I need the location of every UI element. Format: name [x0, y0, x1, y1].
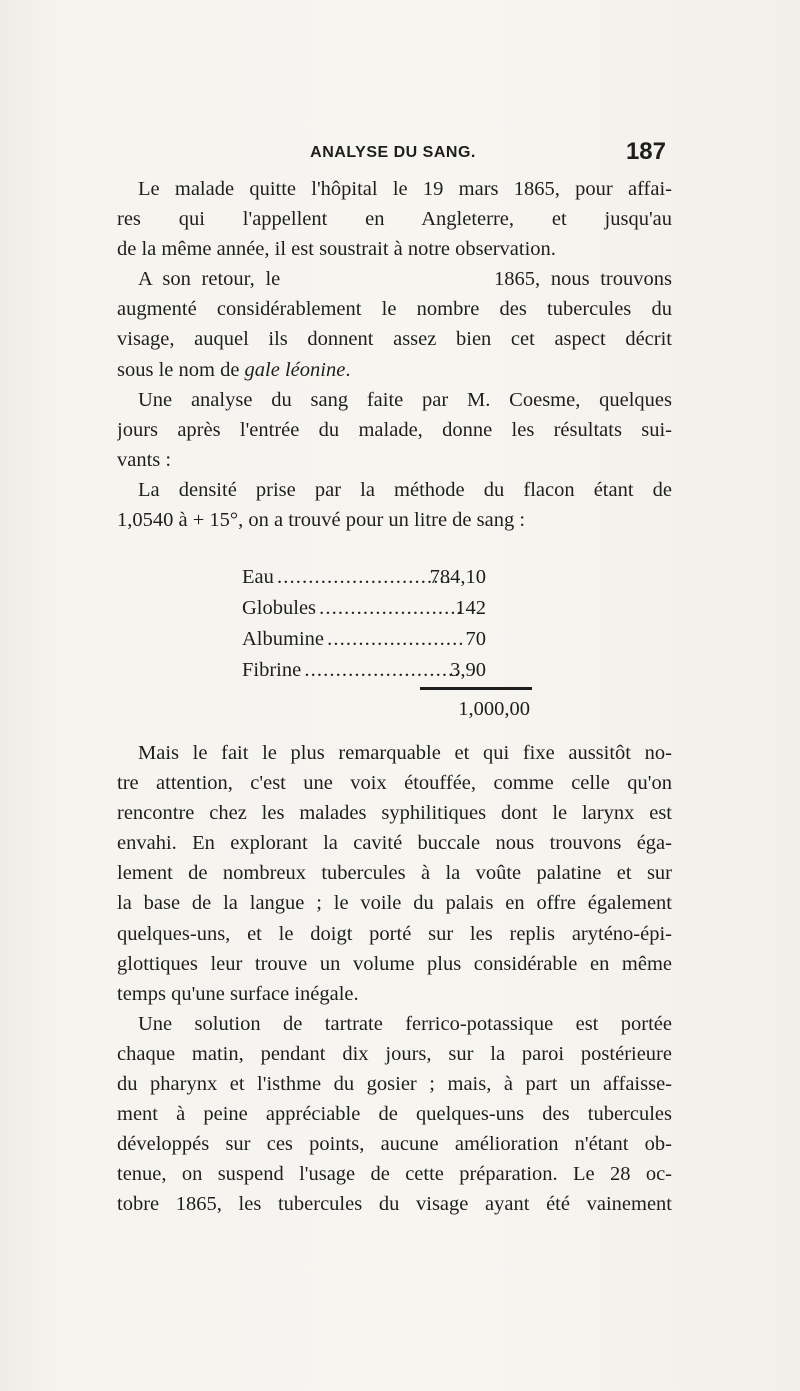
page-number: 187 [625, 138, 666, 165]
text-line: Une analyse du sang faite par M. Coesme, quelques [138, 388, 672, 411]
text-line: Le malade quitte l'hôpital le 19 mars 1865, pour affai- [138, 178, 672, 200]
text-line: la base de la langue ; le voile du palais en offre également [117, 892, 672, 915]
text-line: tenue, on suspend l'usage de cette préparation. Le 28 oc- [117, 1163, 672, 1186]
text-line: tobre 1865, les tubercules du visage ayant été vainement [117, 1193, 672, 1216]
body-text-lower [117, 738, 672, 1220]
total-value: 1,000,00 [458, 698, 530, 720]
table-total-row [242, 694, 542, 725]
table-row [242, 562, 542, 593]
text-fragment: sous le nom de [117, 358, 245, 381]
text-line: 1,0540 à + 15°, on a trouvé pour un litre de sang : [117, 509, 526, 532]
text-fragment: . [345, 358, 351, 381]
text-line: lement de nombreux tubercules à la voûte palatine et sur [117, 862, 672, 885]
table-row [242, 624, 542, 655]
page-header-title: ANALYSE DU SANG. [310, 144, 476, 161]
text-line: visage, auquel ils donnent assez bien cet aspect décrit [117, 328, 672, 351]
blood-analysis-table [242, 562, 542, 720]
text-line: de la même année, il est soustrait à notre observation. [117, 238, 556, 261]
table-row [242, 655, 542, 686]
text-line: A son retour, le 1865, nous trouvons [138, 268, 672, 291]
text-line: du pharynx et l'isthme du gosier ; mais, à part un affaisse- [117, 1073, 672, 1096]
running-header [114, 140, 672, 168]
text-line: envahi. En explorant la cavité buccale nous trouvons éga- [117, 832, 672, 855]
text-line: temps qu'une surface inégale. [117, 982, 359, 1005]
text-line: développés sur ces points, aucune amélioration n'étant ob- [117, 1133, 672, 1156]
text-line: La densité prise par la méthode du flacon étant de [138, 478, 672, 501]
table-row [242, 593, 542, 624]
row-value: 70 [465, 628, 486, 650]
row-label: Eau . . . [242, 562, 462, 593]
text-line: Une solution de tartrate ferrico-potassique est portée [138, 1012, 672, 1035]
text-line [117, 355, 672, 385]
row-value: 3,90 [450, 659, 486, 681]
text-line: rencontre chez les malades syphilitiques dont le larynx est [117, 802, 672, 825]
body-text-upper [117, 174, 672, 535]
text-line: jours après l'entrée du malade, donne les résultats sui- [117, 418, 672, 441]
total-rule-divider [420, 687, 532, 690]
text-line: Mais le fait le plus remarquable et qui fixe aussitôt no- [138, 742, 672, 764]
text-line: chaque matin, pendant dix jours, sur la paroi postérieure [117, 1042, 672, 1065]
text-line: vants : [117, 448, 172, 471]
row-label: Globules . . . [242, 593, 462, 624]
text-line: quelques-uns, et le doigt porté sur les replis aryténo-épi- [117, 922, 672, 945]
text-line: glottiques leur trouve un volume plus considérable en même [117, 952, 672, 975]
text-line: res qui l'appellent en Angleterre, et jusqu'au [117, 208, 672, 231]
row-value: 784,10 [429, 566, 486, 588]
text-line: augmenté considérablement le nombre des tubercules du [117, 298, 672, 321]
row-label: Albumine . . . [242, 624, 462, 655]
text-line: ment à peine appréciable de quelques-uns des tubercules [117, 1103, 672, 1126]
text-line: tre attention, c'est une voix étouffée, comme celle qu'on [117, 772, 672, 795]
italic-term: gale léonine [244, 358, 346, 381]
row-label: Fibrine . . . [242, 655, 462, 686]
row-value: 142 [455, 597, 486, 619]
